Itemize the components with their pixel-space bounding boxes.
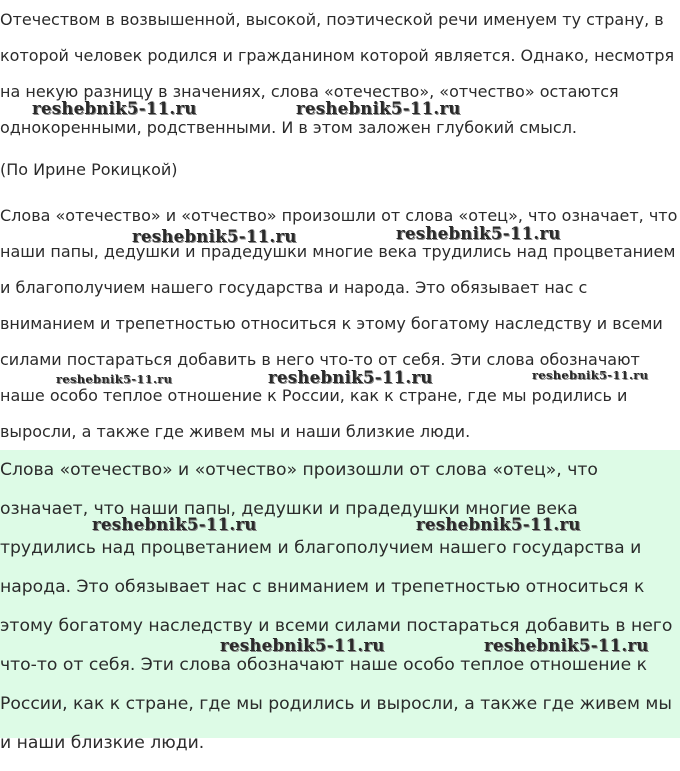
watermark: reshebnik5-11.ru xyxy=(416,515,581,534)
watermark: reshebnik5-11.ru xyxy=(296,99,461,118)
highlighted-block xyxy=(0,450,680,753)
watermark: reshebnik5-11.ru xyxy=(268,368,433,387)
watermark: reshebnik5-11.ru xyxy=(220,636,385,655)
watermark: reshebnik5-11.ru xyxy=(32,99,197,118)
paragraph-word-origin-highlighted: Слова «отечество» и «отчество» произошли от слова «отец», что означает, что наши папы, дедушки и прадедушки многие века трудились над процветанием и благополучием нашего государства и народа. Это обязывает нас с вниманием и трепетностью относиться к этому богатому наследству и всеми силами постараться добавить в него что-то от себя. Эти слова обозначают наше особо теплое отношение к России, как к стране, где мы родились и выросли, а также где живем мы и наши близкие люди. xyxy=(0,460,673,753)
watermark: reshebnik5-11.ru xyxy=(56,372,173,386)
watermark: reshebnik5-11.ru xyxy=(92,515,257,534)
paragraph-word-origin: Слова «отечество» и «отчество» произошли от слова «отец», что означает, что наши папы, дедушки и прадедушки многие века трудились над процветанием и благополучием нашего государства и народа. Это обязывает нас с вниманием и трепетностью относиться к этому богатому наследству и всеми силами постараться добавить в него что-то от себя. Эти слова обозначают наше особо теплое отношение к России, как к стране, где мы родились и выросли, а также где живем мы и наши близкие люди. xyxy=(0,206,678,441)
watermark: reshebnik5-11.ru xyxy=(532,368,649,382)
paragraph-attribution: (По Ирине Рокицкой) xyxy=(0,160,178,179)
paragraph-fatherland-meaning: Отечеством в возвышенной, высокой, поэтической речи именуем ту страну, в которой человек родился и гражданином которой является. Однако, несмотря на некую разницу в значениях, слова «отечество», «отчество» остаются однокоренными, родственными. И в этом заложен глубокий смысл. xyxy=(0,10,675,137)
watermark: reshebnik5-11.ru xyxy=(484,636,649,655)
watermark: reshebnik5-11.ru xyxy=(132,227,297,246)
watermark: reshebnik5-11.ru xyxy=(396,224,561,243)
